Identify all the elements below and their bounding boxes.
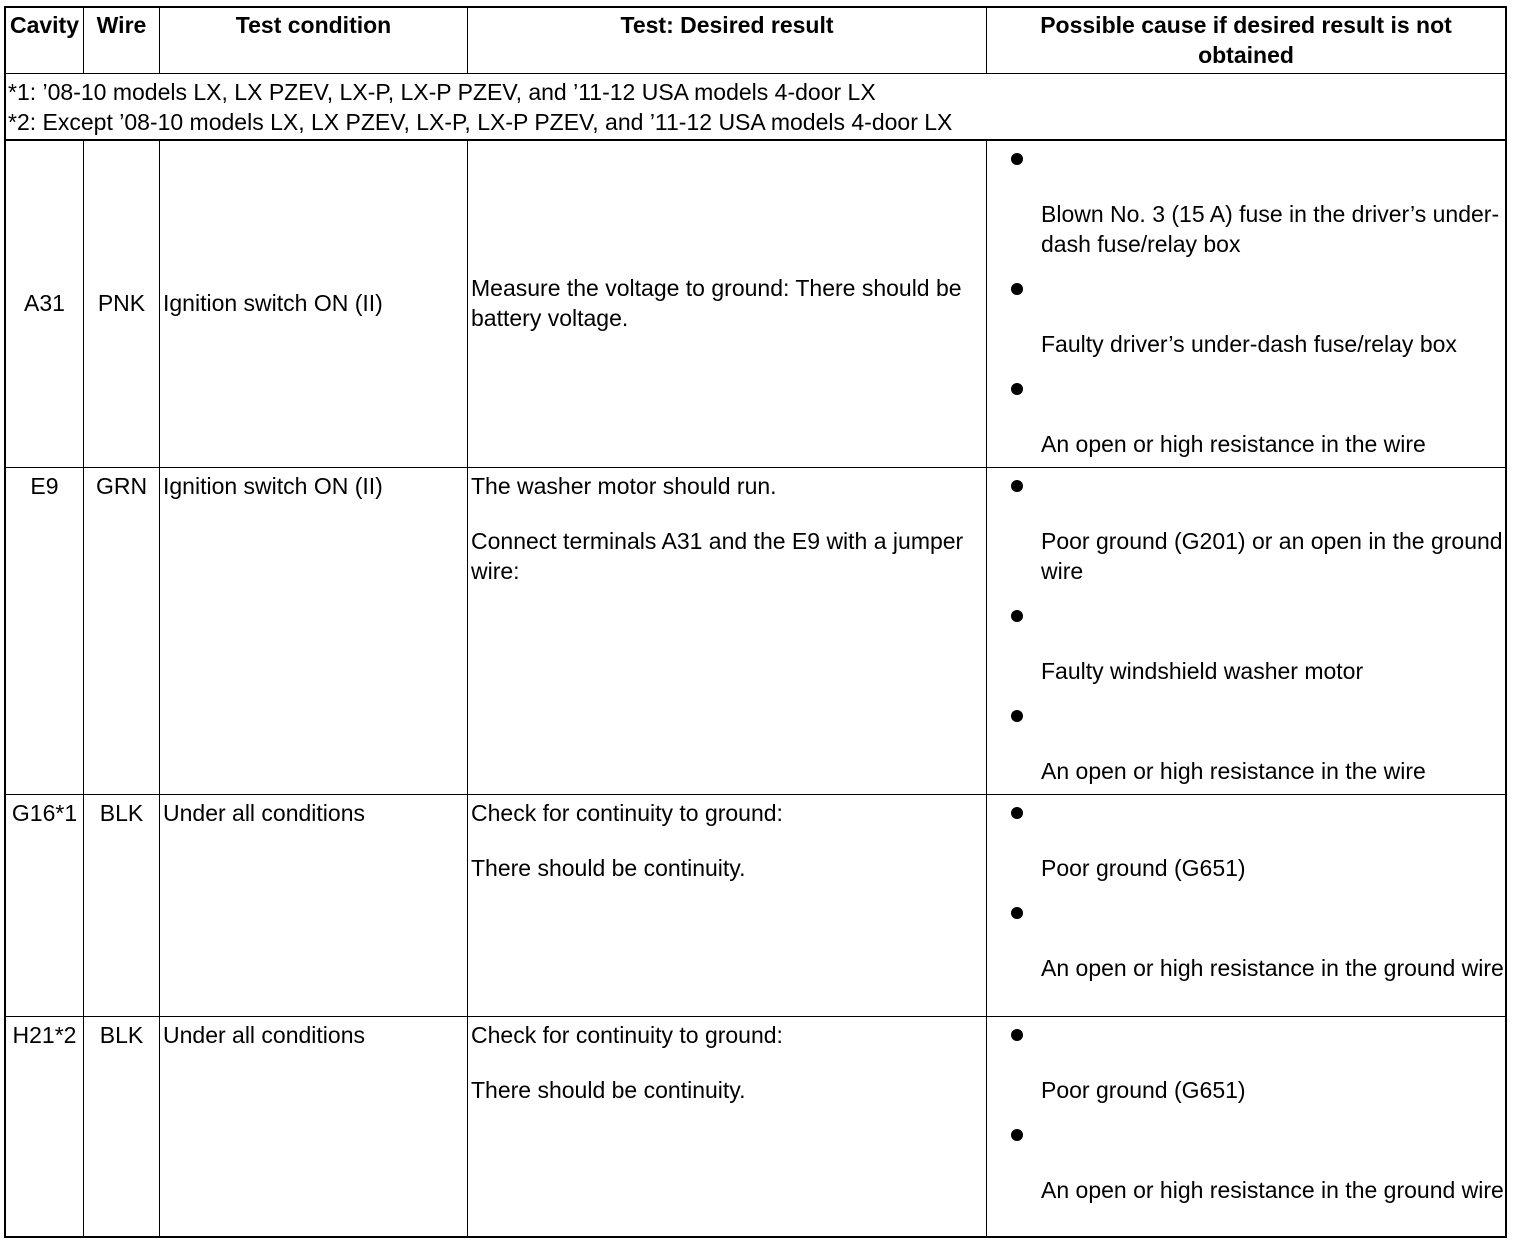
cause-item: Faulty driver’s under-dash fuse/relay box — [1041, 331, 1457, 357]
cause-item: Blown No. 3 (15 A) fuse in the driver’s under-dash fuse/relay box — [1041, 201, 1500, 257]
result-cell — [471, 1020, 981, 1105]
footnote-1: *1: ’08-10 models LX, LX PZEV, LX-P, LX-P PZEV, and ’11-12 USA models 4-door LX — [8, 79, 876, 105]
bullet-icon — [1007, 374, 1507, 404]
result-text: Connect terminals A31 and the E9 with a jumper wire: — [471, 528, 964, 584]
diagnostic-table — [4, 6, 1507, 1238]
result-text: Measure the voltage to ground: There should be battery voltage. — [471, 275, 962, 331]
bullet-icon — [1007, 1120, 1507, 1150]
wire-cell: BLK — [99, 1022, 144, 1048]
condition-cell: Ignition switch ON (II) — [163, 290, 383, 316]
cause-item: An open or high resistance in the wire — [1041, 758, 1426, 784]
cause-item: Poor ground (G201) or an open in the ground wire — [1041, 528, 1503, 584]
column-divider — [986, 139, 987, 1236]
wire-cell: GRN — [95, 473, 148, 499]
condition-cell: Under all conditions — [163, 1022, 366, 1048]
result-text: There should be continuity. — [471, 1077, 746, 1103]
column-divider — [467, 139, 468, 1236]
bullet-icon — [1007, 798, 1507, 828]
bullet-icon — [1007, 701, 1507, 731]
footnote-2: *2: Except ’08-10 models LX, LX PZEV, LX-P, LX-P PZEV, and ’11-12 USA models 4-door LX — [8, 109, 953, 135]
cavity-cell: G16*1 — [11, 800, 78, 826]
result-cell — [471, 798, 981, 883]
cause-list — [1007, 144, 1507, 474]
result-cell — [471, 273, 981, 333]
header-divider — [6, 73, 1505, 74]
cause-item: Poor ground (G651) — [1041, 855, 1246, 881]
condition-cell: Ignition switch ON (II) — [163, 473, 383, 499]
result-text: Check for continuity to ground: — [471, 1022, 783, 1048]
result-text: Check for continuity to ground: — [471, 800, 783, 826]
cause-item: An open or high resistance in the ground wire — [1041, 955, 1504, 981]
cause-list — [1007, 1020, 1507, 1220]
bullet-icon — [1007, 601, 1507, 631]
cause-list — [1007, 798, 1507, 998]
bullet-icon — [1007, 898, 1507, 928]
cavity-cell: A31 — [24, 290, 65, 316]
bullet-icon — [1007, 144, 1507, 174]
cause-item: Poor ground (G651) — [1041, 1077, 1246, 1103]
header-possible-cause: Possible cause if desired result is not obtained — [1040, 12, 1452, 68]
cavity-cell: H21*2 — [12, 1022, 77, 1048]
bullet-icon — [1007, 1020, 1507, 1050]
bullet-icon — [1007, 274, 1507, 304]
notes-divider — [6, 139, 1505, 141]
header-cavity: Cavity — [9, 12, 80, 38]
cause-list — [1007, 471, 1507, 801]
cavity-cell: E9 — [30, 473, 59, 499]
result-cell — [471, 471, 981, 586]
wire-cell: BLK — [99, 800, 144, 826]
result-text: The washer motor should run. — [471, 473, 777, 499]
cause-item: Faulty windshield washer motor — [1041, 658, 1364, 684]
header-wire: Wire — [96, 12, 147, 38]
row-divider — [6, 1016, 1505, 1017]
header-test-condition: Test condition — [235, 12, 392, 38]
cause-item: An open or high resistance in the ground wire — [1041, 1177, 1504, 1203]
cause-item: An open or high resistance in the wire — [1041, 431, 1426, 457]
column-divider — [159, 139, 160, 1236]
condition-cell: Under all conditions — [163, 800, 366, 826]
bullet-icon — [1007, 471, 1507, 501]
wire-cell: PNK — [97, 290, 146, 316]
header-desired-result: Test: Desired result — [620, 12, 834, 38]
result-text: There should be continuity. — [471, 855, 746, 881]
